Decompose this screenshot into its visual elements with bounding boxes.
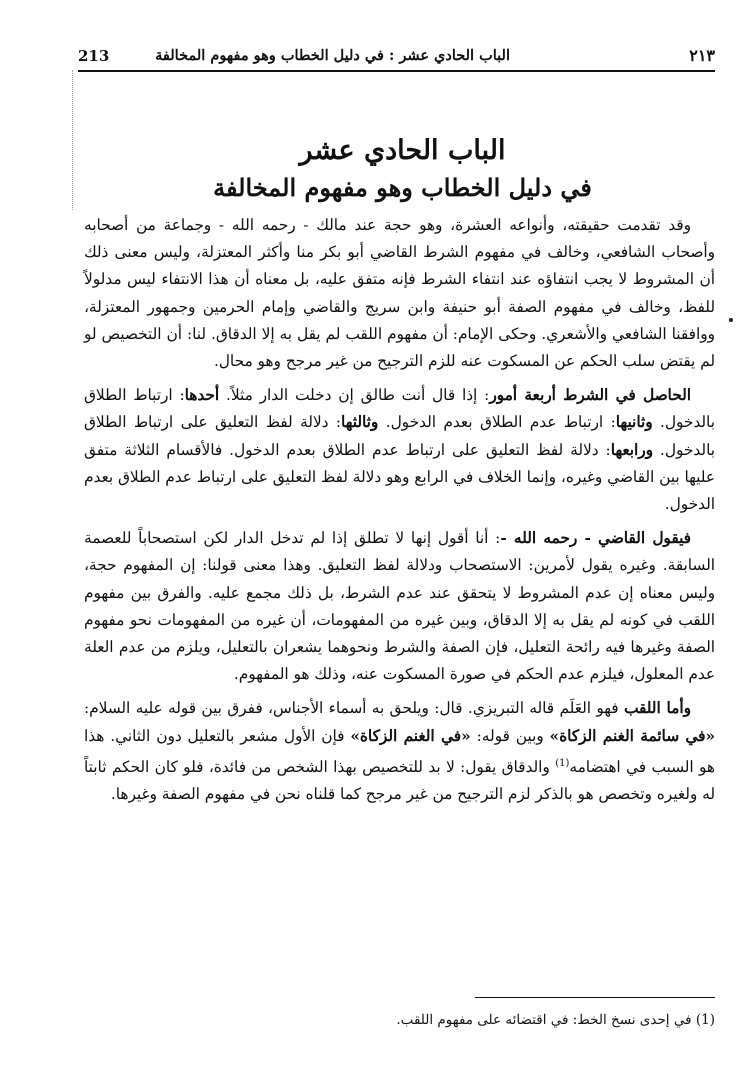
margin-mark [729, 318, 733, 322]
chapter-title: الباب الحادي عشر [299, 135, 506, 166]
paragraph-4-text-d: والدقاق يقول: لا بد للتخصيص بهذا الشخص من فائدة، فلو كان الحكم ثابتاً له ولغيره وتخصص هو بالذكر لزم الترجيح من غير مرجح كما قلناه نحن في مفهوم الصفة وغيرها. [84, 757, 715, 804]
paragraph-4-lead: وأما اللقب [623, 699, 692, 718]
paragraph-3-text: : أنا أقول إنها لا تطلق إذا لم تدخل الدار لكن استصحاباً للعصمة السابقة. وغيره يقول لأمرين: الاستصحاب ودلالة لفظ التعليق. وهذا معنى قولنا: إن المفهوم حجة، وليس معناه إن عدم المشروط لا يتحقق عند عدم الشرط، بل ذلك مجمع عليه. والفرق بين مفهوم اللقب في كونه لم يقل به إلا الدقاق، وبين غيره من المفهومات، أن غيره من المفهومات نحو مفهوم الصفة وغيرها فيه رائحة التعليل، فإن الصفة والشرط ونحوهما يشعران بالتعليل، ويلزم من عدم العلة عدم المعلول، فيلزم عدم الحكم في صورة المسكوت عنه، وذلك هو المفهوم. [84, 529, 715, 684]
hadith-quote-2: «في الغنم الزكاة» [350, 726, 471, 745]
footnote [84, 1010, 715, 1030]
running-title: الباب الحادي عشر : في دليل الخطاب وهو مفهوم المخالفة [155, 47, 510, 64]
paragraph-2-text-e: : دلالة لفظ التعليق على ارتباط عدم الطلاق بعدم الدخول. فالأقسام الثلاثة متفق عليها بين القاضي وغيره، وإنما الخلاف في الرابع وهو دلالة لفظ التعليق على ارتباط عدم الطلاق بعدم الدخول. [83, 440, 715, 514]
paragraph-4-text-c: فإن الأول مشعر بالتعليل دون الثاني. هذا هو السبب في اهتضامه [84, 726, 715, 776]
page-number-arabic: ٢١٣ [689, 46, 715, 65]
term-fourth: ورابعها [610, 440, 654, 459]
paragraph-2-text-a: : إذا قال أنت طالق إن دخلت الدار مثلاً. [219, 386, 490, 405]
running-header [78, 44, 715, 72]
paragraph-2-text-b: : ارتباط الطلاق بالدخول. [84, 386, 715, 432]
margin-rule [72, 70, 73, 210]
paragraph-2 [84, 382, 715, 518]
paragraph-4 [84, 695, 715, 808]
footnote-marker: (1) [555, 757, 570, 769]
paragraph-4-text-b: وبين قوله: [470, 726, 550, 745]
body-text [84, 212, 715, 808]
footnote-text: في إحدى نسخ الخط: في اقتضائه على مفهوم اللقب. [396, 1012, 692, 1028]
paragraph-1: وقد تقدمت حقيقته، وأنواعه العشرة، وهو حجة عند مالك - رحمه الله - وجماعة من أصحابه وأصحاب الشافعي، وخالف في مفهوم الشرط القاضي أبو بكر منا وأكثر المعتزلة، وليس معنى ذلك أن المشروط لا يجب انتفاؤه عند انتفاء الشرط فإنه متفق عليه، بل معناه أن هذا الانتفاء ليس مدلولاً للفظ، وخالف في مفهوم الصفة أبو حنيفة وابن سريج والقاضي وإمام الحرمين وجمهور المعتزلة، ووافقنا الشافعي والأشعري. وحكى الإمام: أن مفهوم اللقب لم يقل به إلا الدقاق. لنا: أن التخصيص لو لم يقتض سلب الحكم عن المسكوت عنه للزم الترجيح من غير مرجح وهو محال. [84, 216, 715, 371]
hadith-quote-1: «في سائمة الغنم الزكاة» [549, 726, 716, 745]
footnote-number: (1) [695, 1012, 715, 1028]
term-second: وثانيها [615, 413, 653, 432]
paragraph-2-text-d: : دلالة لفظ التعليق على ارتباط الطلاق بالدخول. [84, 413, 715, 459]
paragraph-4-text-a: فهو العَلَم قاله التبريزي. قال: ويلحق به أسماء الأجناس، ففرق بين قوله عليه السلام: [84, 699, 624, 718]
paragraph-3-lead: فيقول القاضي - رحمه الله - [500, 529, 691, 548]
paragraph-2-lead: الحاصل في الشرط أربعة أمور [489, 386, 691, 405]
paragraph-3 [84, 525, 715, 688]
page-number: 213 [78, 47, 110, 65]
term-third: وثالثها [341, 413, 379, 432]
term-first: أحدها [184, 386, 220, 405]
paragraph-2-text-c: : ارتباط عدم الطلاق بعدم الدخول. [378, 413, 616, 432]
footnote-separator [475, 997, 715, 998]
chapter-subtitle: في دليل الخطاب وهو مفهوم المخالفة [213, 173, 592, 202]
